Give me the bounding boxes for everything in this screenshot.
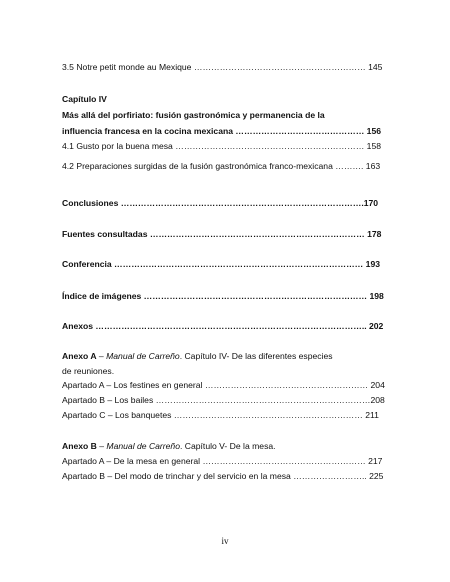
anexo-a-rest: . Capítulo IV- De las diferentes especies — [179, 351, 333, 361]
anexo-b-title — [62, 441, 276, 452]
anexo-b-apartado-a: Apartado A – De la mesa en general ………………………………………………… 217 — [62, 456, 383, 466]
anexo-b-rest: . Capítulo V- De la mesa. — [180, 441, 276, 451]
anexo-b-dash: – — [96, 441, 107, 451]
chapter-4-title-text: influencia francesa en la cocina mexicana ……………………………………… 156 — [62, 126, 382, 136]
toc-entry-indice-imagenes: Índice de imágenes …………………………………………………………………… 198 — [62, 291, 384, 301]
toc-entry-4-1: 4.1 Gusto por la buena mesa ………………………………………………………… 158 — [62, 141, 382, 151]
toc-entry-4-2: 4.2 Preparaciones surgidas de la fusión gastronómica franco-mexicana ………. 163 — [62, 161, 381, 171]
toc-entry-anexos: Anexos ………………………………………………………………………………….. 202 — [62, 321, 384, 331]
page-number: iv — [221, 536, 229, 546]
chapter-4-title-line1: Más allá del porfiriato: fusión gastronómica y permanencia de la — [62, 110, 325, 120]
anexo-a-work: Manual de Carreño — [106, 351, 180, 361]
anexo-a-dash: – — [96, 351, 107, 361]
chapter-4-title-line2 — [62, 126, 381, 137]
anexo-a-apartado-a: Apartado A – Los festines en general ………………………………………………… 204 — [62, 380, 385, 390]
anexo-b-work: Manual de Carreño — [106, 441, 180, 451]
anexo-a-title-line2: de reuniones. — [62, 366, 115, 376]
anexo-b-apartado-b: Apartado B – Del modo de trinchar y del servicio en la mesa …………………….. 225 — [62, 471, 384, 481]
anexo-a-apartado-b: Apartado B – Los bailes …………………………………………………………………208 — [62, 395, 385, 405]
toc-entry-fuentes: Fuentes consultadas ………………………………………………………………… 178 — [62, 229, 382, 239]
toc-entry-conferencia: Conferencia …………………………………………………………………………… 193 — [62, 259, 380, 269]
anexo-b-label: Anexo B — [62, 441, 97, 451]
anexo-a-title — [62, 351, 333, 362]
toc-entry-3-5: 3.5 Notre petit monde au Mexique …………………………………………………… 145 — [62, 62, 383, 72]
anexo-a-apartado-c: Apartado C – Los banquetes ………………………………………………………… 211 — [62, 410, 379, 420]
anexo-a-label: Anexo A — [62, 351, 97, 361]
chapter-4-heading: Capítulo IV — [62, 94, 107, 104]
toc-entry-conclusiones: Conclusiones ………………………………………………………………………….170 — [62, 198, 379, 208]
